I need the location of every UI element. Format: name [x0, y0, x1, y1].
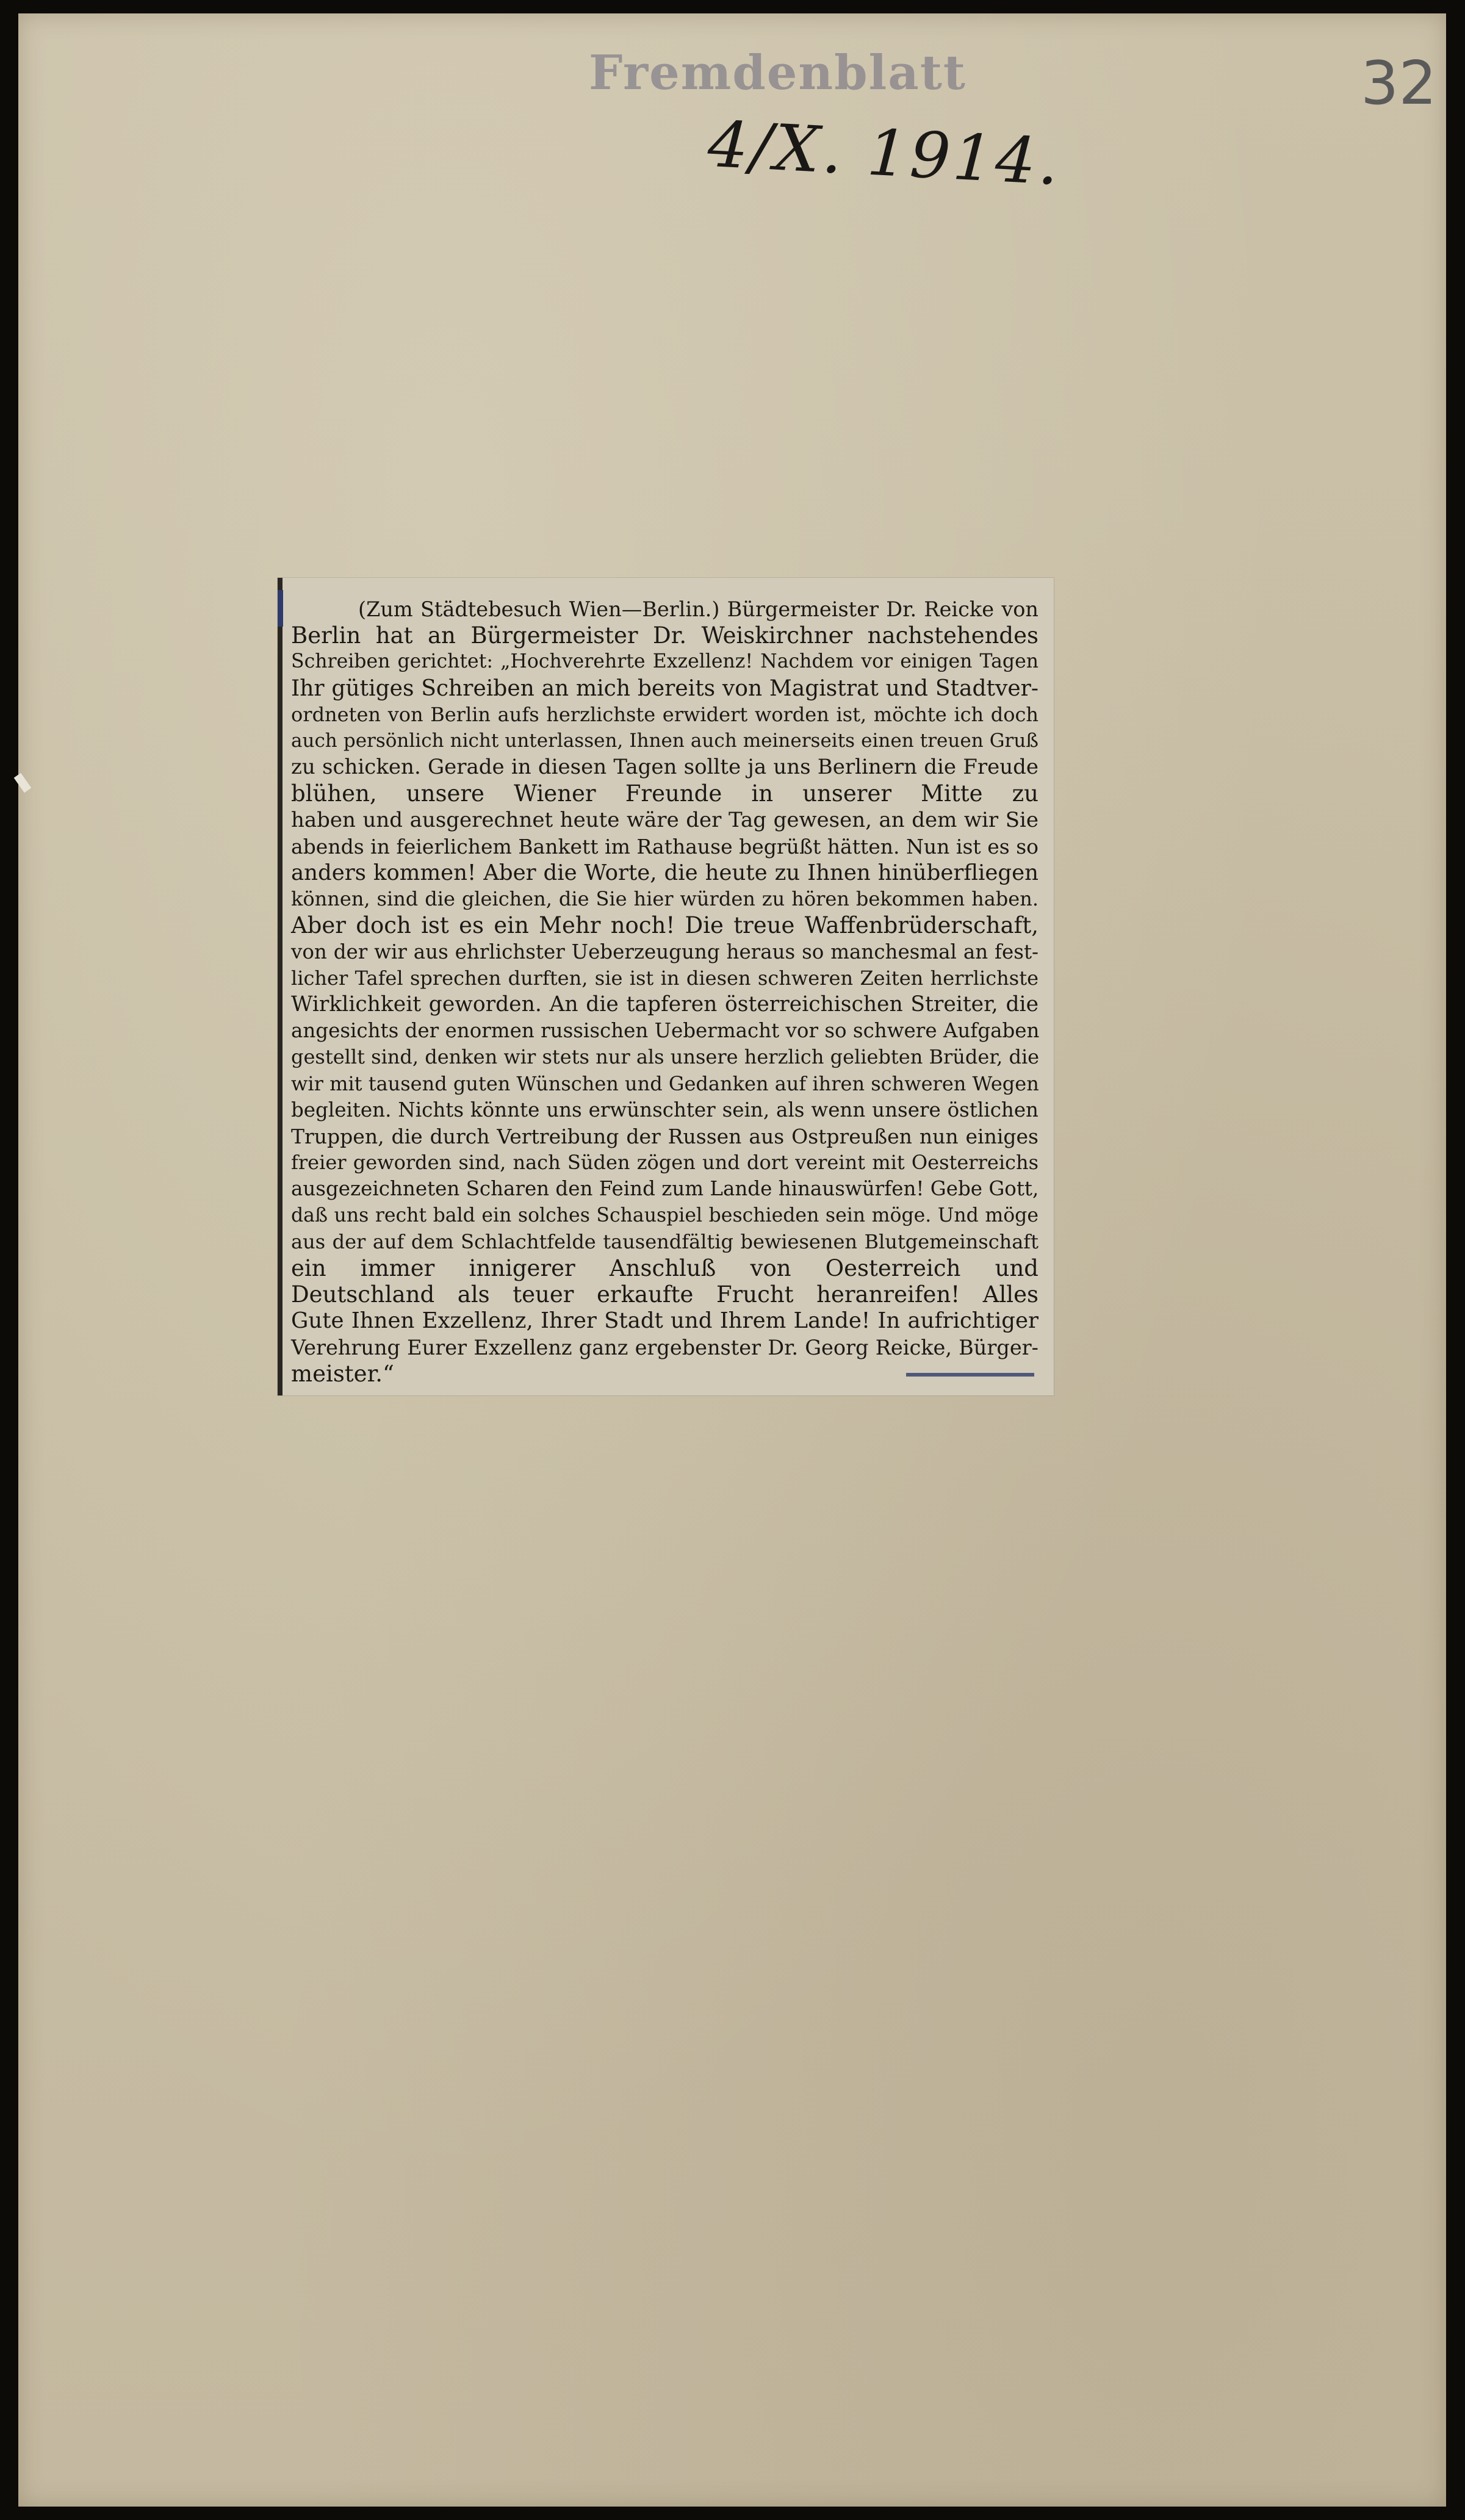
article-line: anders kommen! Aber die Worte, die heute zu Ihnen hinüberfliegen	[291, 860, 1038, 886]
article-line: Ihr gütiges Schreiben an mich bereits von Magistrat und Stadtver-	[291, 675, 1038, 701]
article-line: zu schicken. Gerade in diesen Tagen sollte ja uns Berlinern die Freude	[291, 755, 1038, 780]
article-line: ausgezeichneten Scharen den Feind zum Lande hinauswürfen! Gebe Gott,	[291, 1177, 1039, 1201]
newspaper-clipping	[278, 578, 1054, 1395]
clipping-edge	[278, 578, 283, 1395]
article-line: wir mit tausend guten Wünschen und Gedanken auf ihren schweren Wegen	[291, 1071, 1039, 1095]
article-line: Deutschland als teuer erkaufte Frucht heranreifen! Alles	[291, 1281, 1038, 1308]
article-line: Truppen, die durch Vertreibung der Russen aus Ostpreußen nun einiges	[291, 1125, 1038, 1149]
article-text	[291, 596, 1038, 1387]
newspaper-stamp: Fremdenblatt	[589, 45, 966, 101]
article-line: ein immer innigerer Anschluß von Oesterreich und	[291, 1255, 1038, 1282]
article-line: Gute Ihnen Exzellenz, Ihrer Stadt und Ihrem Lande! In aufrichtiger	[291, 1308, 1038, 1334]
article-line: Berlin hat an Bürgermeister Dr. Weiskirchner nachstehendes	[291, 622, 1038, 649]
article-line: meister.“	[291, 1360, 394, 1387]
page-number: 32	[1361, 49, 1437, 118]
handwritten-date: 4/X. 1914.	[706, 106, 1063, 200]
article-line: Aber doch ist es ein Mehr noch! Die treue Waffenbrüderschaft,	[291, 912, 1038, 939]
article-line: blühen, unsere Wiener Freunde in unserer Mitte zu	[291, 780, 1038, 807]
clipping-accent-mark	[278, 590, 283, 627]
article-line: angesichts der enormen russischen Uebermacht vor so schwere Aufgaben	[291, 1019, 1040, 1043]
article-line: freier geworden sind, nach Süden zögen und dort vereint mit Oesterreichs	[291, 1151, 1038, 1175]
article-line: licher Tafel sprechen durften, sie ist in diesen schweren Zeiten herrlichste	[291, 966, 1038, 990]
article-line: Wirklichkeit geworden. An die tapferen österreichischen Streiter, die	[291, 992, 1038, 1017]
article-line: begleiten. Nichts könnte uns erwünschter sein, als wenn unsere östlichen	[291, 1098, 1038, 1121]
article-line: von der wir aus ehrlichster Ueberzeugung heraus so manchesmal an fest-	[291, 940, 1038, 963]
article-line: haben und ausgerechnet heute wäre der Tag gewesen, an dem wir Sie	[291, 807, 1038, 832]
article-line: gestellt sind, denken wir stets nur als unsere herzlich geliebten Brüder, die	[291, 1045, 1040, 1069]
article-line: können, sind die gleichen, die Sie hier würden zu hören bekommen haben.	[291, 887, 1038, 911]
article-line: daß uns recht bald ein solches Schauspiel beschieden sein möge. Und möge	[291, 1204, 1038, 1226]
article-line: abends in feierlichem Bankett im Rathause begrüßt hätten. Nun ist es so	[291, 834, 1038, 859]
article-line: Verehrung Eurer Exzellenz ganz ergebenster Dr. Georg Reicke, Bürger-	[291, 1335, 1038, 1359]
article-line: aus der auf dem Schlachtfelde tausendfältig bewiesenen Blutgemeinschaft	[291, 1229, 1038, 1253]
article-line: auch persönlich nicht unterlassen, Ihnen auch meinerseits einen treuen Gruß	[291, 730, 1038, 752]
article-line: (Zum Städtebesuch Wien—Berlin.) Bürgermeister Dr. Reicke von	[358, 597, 1038, 621]
article-line: ordneten von Berlin aufs herzlichste erwidert worden ist, möchte ich doch	[291, 702, 1038, 726]
article-line: Schreiben gerichtet: „Hochverehrte Exzellenz! Nachdem vor einigen Tagen	[291, 650, 1038, 673]
